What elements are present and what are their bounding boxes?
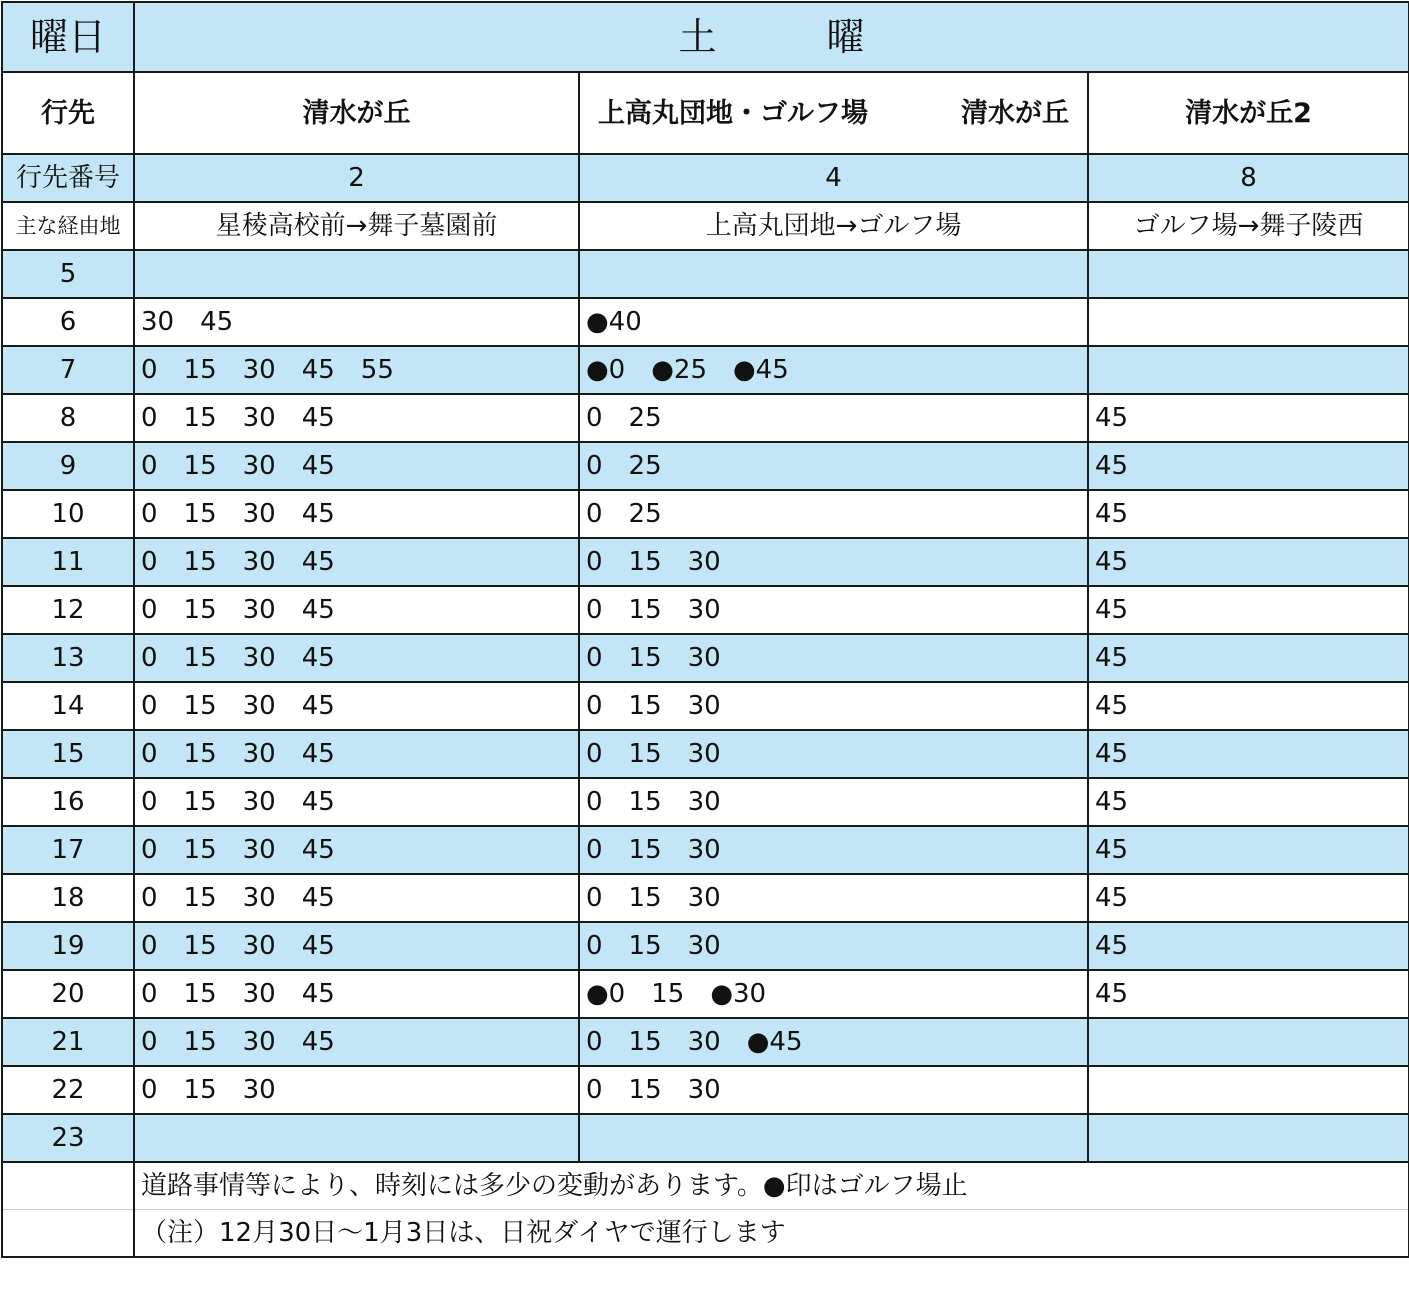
- hour-cell: 12: [2, 586, 134, 634]
- via-route-2: 星稜高校前→舞子墓園前: [134, 202, 579, 250]
- hour-cell: 13: [2, 634, 134, 682]
- departures-route-4: 0 15 30: [579, 778, 1088, 826]
- dest-num-label: 行先番号: [15, 163, 120, 193]
- day-row: [2, 2, 1409, 72]
- departures-route-8: 45: [1088, 682, 1409, 730]
- departures-route-8: [1088, 1018, 1409, 1066]
- note-text: （注）12月30日～1月3日は、日祝ダイヤで運行します: [134, 1210, 1409, 1258]
- via-label: 主な経由地: [15, 213, 121, 238]
- note-row: [2, 1162, 1409, 1210]
- dest-route-4-extra: 清水が丘: [961, 97, 1069, 129]
- departures-route-4: ●0 ●25 ●45: [579, 346, 1088, 394]
- departures-route-4: 0 15 30: [579, 538, 1088, 586]
- departures-route-8: [1088, 1114, 1409, 1162]
- hour-row: [2, 250, 1409, 298]
- hour-cell: 10: [2, 490, 134, 538]
- departures-route-8: 45: [1088, 826, 1409, 874]
- departures-route-8: [1088, 250, 1409, 298]
- day-char-1: 土: [678, 15, 717, 59]
- departures-route-2: 30 45: [134, 298, 579, 346]
- hour-cell: 22: [2, 1066, 134, 1114]
- departures-route-8: [1088, 1066, 1409, 1114]
- hour-row: [2, 1114, 1409, 1162]
- via-label-cell: [2, 202, 134, 250]
- departures-route-4: [579, 1114, 1088, 1162]
- departures-route-2: 0 15 30 45: [134, 1018, 579, 1066]
- dest-route-2-cell: [134, 72, 579, 154]
- departures-route-2: [134, 1114, 579, 1162]
- route-number-2: 2: [134, 154, 579, 202]
- hour-cell: 11: [2, 538, 134, 586]
- route-number-4: 4: [579, 154, 1088, 202]
- hour-row: [2, 922, 1409, 970]
- day-label: 曜日: [29, 15, 106, 59]
- hour-row: [2, 778, 1409, 826]
- hour-row: [2, 490, 1409, 538]
- hour-cell: 18: [2, 874, 134, 922]
- day-title-cell: [134, 2, 1409, 72]
- route-number-8: 8: [1088, 154, 1409, 202]
- hour-row: [2, 874, 1409, 922]
- destination-row: [2, 72, 1409, 154]
- departures-route-2: 0 15 30 45: [134, 730, 579, 778]
- note-text: 道路事情等により、時刻には多少の変動があります。●印はゴルフ場止: [134, 1162, 1409, 1210]
- departures-route-8: 45: [1088, 490, 1409, 538]
- departures-route-8: 45: [1088, 442, 1409, 490]
- dest-route-8: 清水が丘2: [1185, 97, 1312, 129]
- departures-route-2: 0 15 30 45: [134, 682, 579, 730]
- departures-route-2: 0 15 30 45: [134, 874, 579, 922]
- hour-row: [2, 442, 1409, 490]
- hour-cell: 23: [2, 1114, 134, 1162]
- day-char-2: 曜: [826, 15, 865, 59]
- dest-route-4: 上高丸団地・ゴルフ場: [598, 97, 868, 129]
- dest-route-8-cell: [1088, 72, 1409, 154]
- departures-route-8: 45: [1088, 922, 1409, 970]
- departures-route-4: 0 25: [579, 490, 1088, 538]
- departures-route-2: 0 15 30 45: [134, 538, 579, 586]
- departures-route-2: 0 15 30 45: [134, 970, 579, 1018]
- hour-row: [2, 298, 1409, 346]
- departures-route-2: 0 15 30 45 55: [134, 346, 579, 394]
- departures-route-2: 0 15 30 45: [134, 586, 579, 634]
- departures-route-8: 45: [1088, 874, 1409, 922]
- departures-route-2: 0 15 30 45: [134, 826, 579, 874]
- departures-route-4: 0 15 30: [579, 874, 1088, 922]
- departures-route-2: [134, 250, 579, 298]
- hour-row: [2, 826, 1409, 874]
- hour-row: [2, 682, 1409, 730]
- departures-route-2: 0 15 30 45: [134, 922, 579, 970]
- departures-route-8: 45: [1088, 538, 1409, 586]
- departures-route-4: 0 15 30: [579, 922, 1088, 970]
- departures-route-4: ●0 15 ●30: [579, 970, 1088, 1018]
- dest-route-4-cell: [579, 72, 1088, 154]
- hour-cell: 5: [2, 250, 134, 298]
- departures-route-8: 45: [1088, 394, 1409, 442]
- dest-label-cell: [2, 72, 134, 154]
- departures-route-8: [1088, 346, 1409, 394]
- note-blank-cell: [2, 1162, 134, 1210]
- via-row: [2, 202, 1409, 250]
- departures-route-2: 0 15 30: [134, 1066, 579, 1114]
- hour-cell: 14: [2, 682, 134, 730]
- dest-route-2: 清水が丘: [302, 97, 411, 129]
- day-label-cell: [2, 2, 134, 72]
- note-row: [2, 1210, 1409, 1258]
- departures-route-2: 0 15 30 45: [134, 778, 579, 826]
- departures-route-8: 45: [1088, 970, 1409, 1018]
- via-route-4: 上高丸団地→ゴルフ場: [579, 202, 1088, 250]
- hour-cell: 8: [2, 394, 134, 442]
- hour-cell: 20: [2, 970, 134, 1018]
- hour-row: [2, 586, 1409, 634]
- hour-cell: 7: [2, 346, 134, 394]
- via-route-8: ゴルフ場→舞子陵西: [1088, 202, 1409, 250]
- departures-route-4: 0 15 30: [579, 730, 1088, 778]
- departures-route-4: 0 15 30 ●45: [579, 1018, 1088, 1066]
- departures-route-8: 45: [1088, 586, 1409, 634]
- hour-cell: 15: [2, 730, 134, 778]
- departures-route-4: 0 15 30: [579, 682, 1088, 730]
- hour-row: [2, 1066, 1409, 1114]
- departures-route-4: [579, 250, 1088, 298]
- hour-row: [2, 970, 1409, 1018]
- departures-route-2: 0 15 30 45: [134, 634, 579, 682]
- departures-route-4: 0 15 30: [579, 586, 1088, 634]
- hour-row: [2, 538, 1409, 586]
- departures-route-4: 0 15 30: [579, 826, 1088, 874]
- departures-route-8: [1088, 298, 1409, 346]
- hour-cell: 19: [2, 922, 134, 970]
- departures-route-4: 0 25: [579, 394, 1088, 442]
- departures-route-2: 0 15 30 45: [134, 394, 579, 442]
- hour-row: [2, 730, 1409, 778]
- hour-cell: 9: [2, 442, 134, 490]
- departures-route-8: 45: [1088, 730, 1409, 778]
- hour-row: [2, 346, 1409, 394]
- dest-num-label-cell: [2, 154, 134, 202]
- departures-route-8: 45: [1088, 778, 1409, 826]
- departures-route-4: 0 15 30: [579, 1066, 1088, 1114]
- departures-route-2: 0 15 30 45: [134, 442, 579, 490]
- departures-route-8: 45: [1088, 634, 1409, 682]
- departures-route-4: ●40: [579, 298, 1088, 346]
- dest-label: 行先: [41, 97, 95, 129]
- hour-row: [2, 634, 1409, 682]
- departures-route-4: 0 15 30: [579, 634, 1088, 682]
- timetable: [1, 1, 1409, 1258]
- hour-cell: 16: [2, 778, 134, 826]
- departures-route-4: 0 25: [579, 442, 1088, 490]
- note-blank-cell: [2, 1210, 134, 1258]
- hour-cell: 6: [2, 298, 134, 346]
- hour-row: [2, 394, 1409, 442]
- hour-row: [2, 1018, 1409, 1066]
- dest-number-row: [2, 154, 1409, 202]
- hour-cell: 17: [2, 826, 134, 874]
- hour-cell: 21: [2, 1018, 134, 1066]
- departures-route-2: 0 15 30 45: [134, 490, 579, 538]
